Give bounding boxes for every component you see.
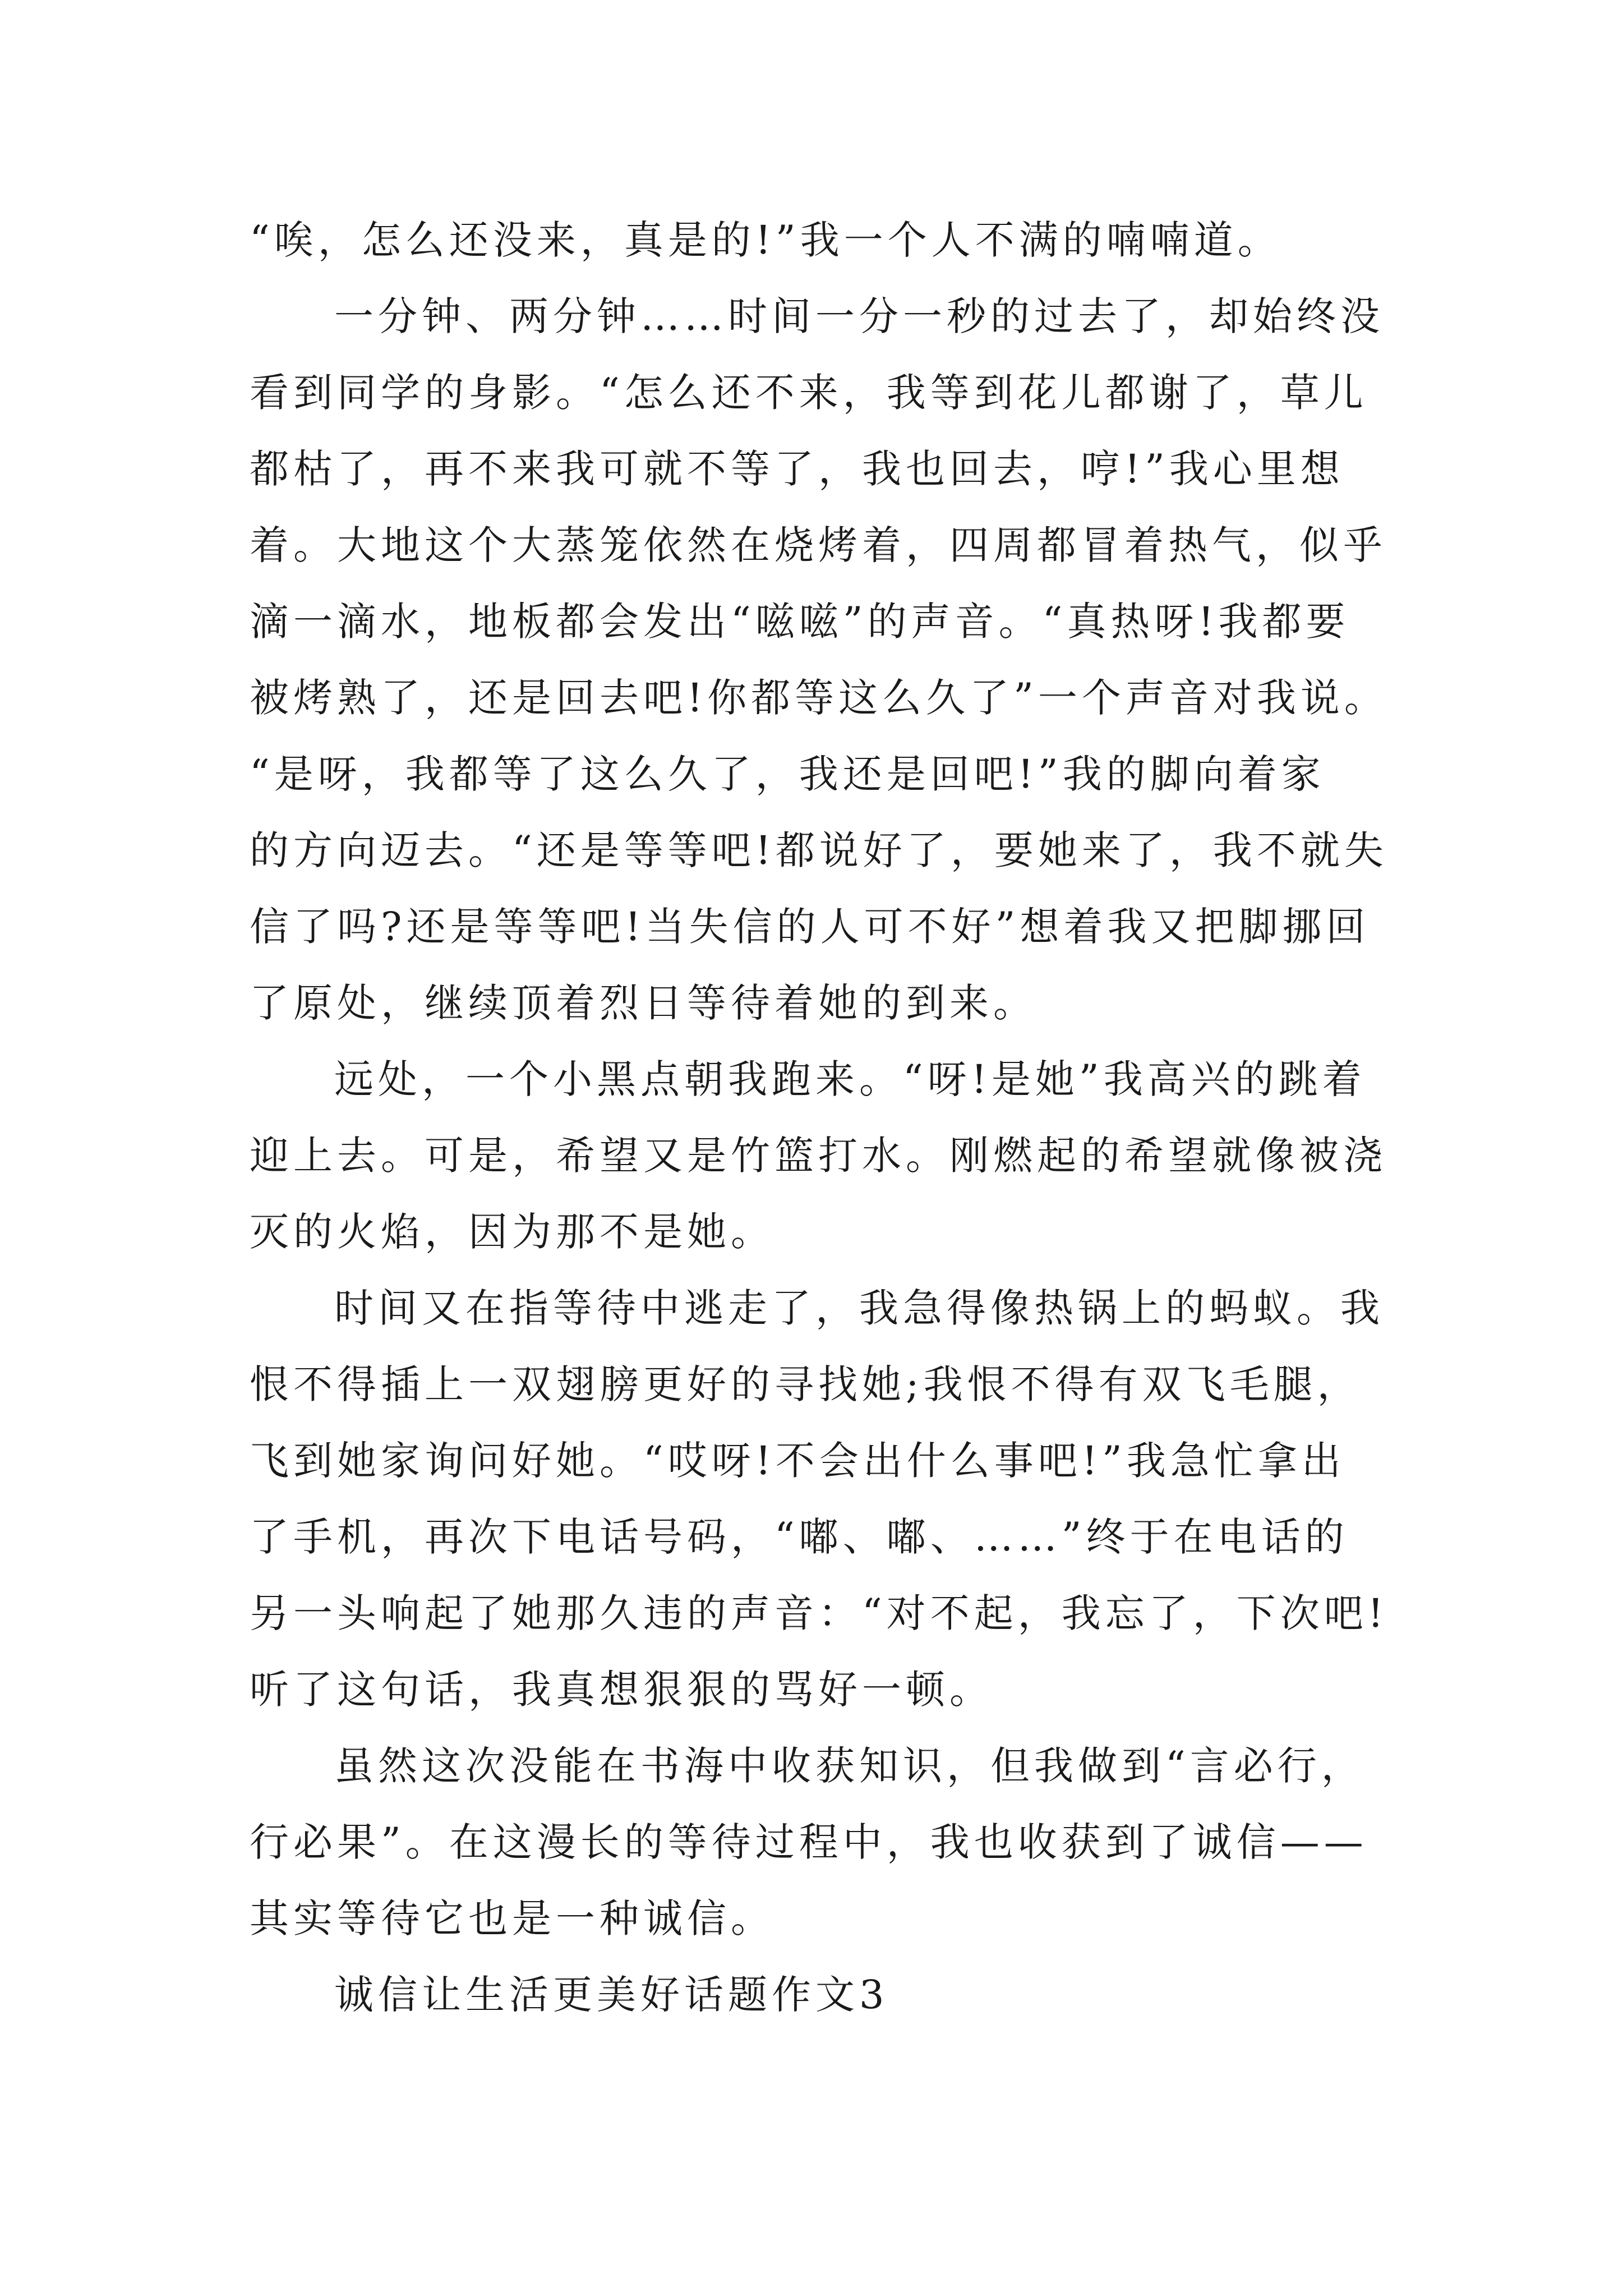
text-line: 信了吗?还是等等吧!当失信的人可不好”想着我又把脚挪回 [250,904,1370,950]
text-line: 都枯了，再不来我可就不等了，我也回去，哼!”我心里想 [250,446,1344,492]
text-line: 其实等待它也是一种诚信。 [250,1895,774,1941]
text-line: 时间又在指等待中逃走了，我急得像热锅上的蚂蚁。我 [334,1285,1384,1331]
text-line: 恨不得插上一双翅膀更好的寻找她;我恨不得有双飞毛腿， [250,1361,1361,1407]
text-line: 看到同学的身影。“怎么还不来，我等到花儿都谢了，草儿 [250,370,1368,416]
text-line: 了原处，继续顶着烈日等待着她的到来。 [250,980,1037,1026]
text-line: 另一头响起了她那久违的声音：“对不起，我忘了，下次吧! [250,1590,1388,1636]
text-line: “唉，怎么还没来，真是的!”我一个人不满的喃喃道。 [250,217,1281,263]
text-line: 了手机，再次下电话号码，“嘟、嘟、……”终于在电话的 [250,1514,1349,1560]
section-heading: 诚信让生活更美好话题作文3 [334,1972,889,2018]
text-line: 着。大地这个大蒸笼依然在烧烤着，四周都冒着热气，似乎 [250,522,1387,568]
text-line: 飞到她家询问好她。“哎呀!不会出什么事吧!”我急忙拿出 [250,1438,1345,1484]
text-line: 灭的火焰，因为那不是她。 [250,1209,774,1255]
text-line: 迎上去。可是，希望又是竹篮打水。刚燃起的希望就像被浇 [250,1133,1387,1179]
text-line: “是呀，我都等了这么久了，我还是回吧!”我的脚向着家 [250,751,1325,797]
text-line: 的方向迈去。“还是等等吧!都说好了，要她来了，我不就失 [250,827,1388,873]
text-line: 远处，一个小黑点朝我跑来。“呀!是她”我高兴的跳着 [334,1056,1366,1102]
text-line: 虽然这次没能在书海中收获知识，但我做到“言必行， [334,1743,1365,1789]
text-line: 行必果”。在这漫长的等待过程中，我也收获到了诚信—— [250,1819,1368,1865]
text-line: 被烤熟了，还是回去吧!你都等这么久了”一个声音对我说。 [250,675,1388,721]
text-line: 一分钟、两分钟……时间一分一秒的过去了，却始终没 [334,293,1384,339]
text-line: 滴一滴水，地板都会发出“嗞嗞”的声音。“真热呀!我都要 [250,599,1350,645]
text-line: 听了这句话，我真想狠狠的骂好一顿。 [250,1667,993,1713]
